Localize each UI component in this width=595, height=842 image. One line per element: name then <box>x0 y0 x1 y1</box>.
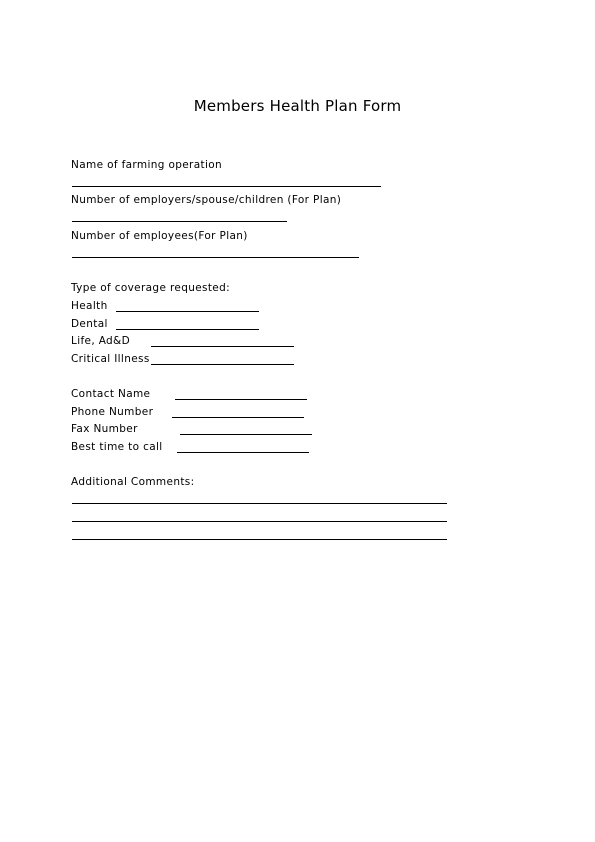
dental-label: Dental <box>71 318 108 330</box>
health-field[interactable] <box>116 311 259 312</box>
employees-count-field[interactable] <box>72 257 359 258</box>
best-time-field[interactable] <box>177 452 309 453</box>
critical-illness-field[interactable] <box>151 364 294 365</box>
contact-name-field[interactable] <box>175 399 307 400</box>
employees-count-label: Number of employees(For Plan) <box>71 230 248 242</box>
comments-heading: Additional Comments: <box>71 476 195 488</box>
coverage-heading: Type of coverage requested: <box>71 282 231 294</box>
dental-field[interactable] <box>116 329 259 330</box>
fax-number-field[interactable] <box>180 434 312 435</box>
phone-number-field[interactable] <box>172 417 304 418</box>
health-label: Health <box>71 300 108 312</box>
comments-line-1[interactable] <box>72 503 447 504</box>
life-add-label: Life, Ad&D <box>71 335 131 347</box>
fax-number-label: Fax Number <box>71 423 138 435</box>
page-title: Members Health Plan Form <box>193 97 402 115</box>
comments-line-2[interactable] <box>72 521 447 522</box>
critical-illness-label: Critical Illness <box>71 353 150 365</box>
contact-name-label: Contact Name <box>71 388 151 400</box>
farming-operation-label: Name of farming operation <box>71 159 223 171</box>
life-add-field[interactable] <box>151 346 294 347</box>
employers-count-field[interactable] <box>72 221 287 222</box>
comments-line-3[interactable] <box>72 539 447 540</box>
employers-count-label: Number of employers/spouse/children (For Plan) <box>71 194 342 206</box>
phone-number-label: Phone Number <box>71 406 154 418</box>
best-time-label: Best time to call <box>71 441 163 453</box>
farming-operation-field[interactable] <box>72 186 381 187</box>
